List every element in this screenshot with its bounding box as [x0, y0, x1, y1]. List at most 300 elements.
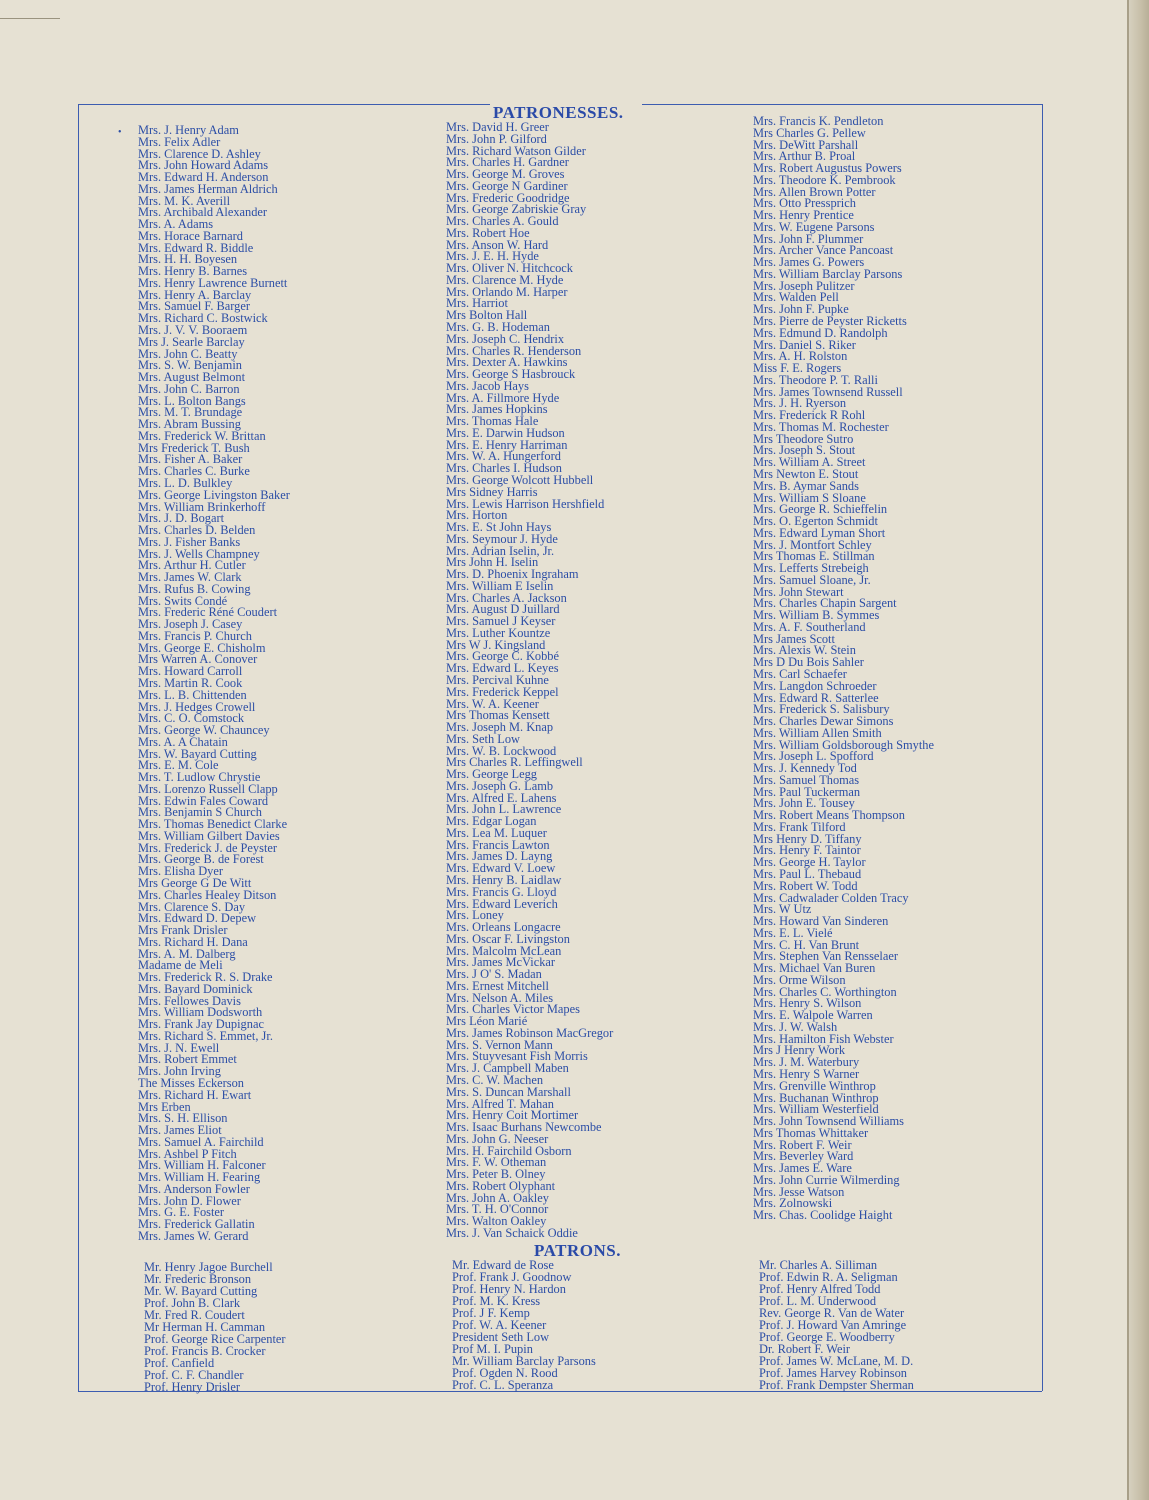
name-entry: Mrs. J. Kennedy Tod	[753, 761, 857, 776]
name-entry: Mrs. Stephen Van Rensselaer	[753, 949, 898, 964]
name-entry: Mrs. H. Fairchild Osborn	[446, 1143, 572, 1158]
name-entry: Prof. M. K. Kress	[452, 1294, 541, 1308]
name-entry: Mrs. Paul L. Thebaud	[753, 867, 862, 881]
name-entry: Mr. Henry Jagoe Burchell	[144, 1260, 273, 1274]
name-entry: Mrs. M. K. Averill	[138, 193, 231, 208]
name-entry: President Seth Low	[452, 1330, 550, 1344]
name-entry: Mrs. Charles Dewar Simons	[753, 714, 894, 729]
name-entry: Mrs. Langdon Schroeder	[753, 678, 877, 693]
name-entry: Mrs. Richard H. Dana	[138, 934, 248, 949]
name-entry: Mrs. John Irving	[138, 1064, 221, 1079]
name-entry: Mrs. F. W. Otheman	[446, 1155, 547, 1170]
name-entry: Mrs. Orme Wilson	[753, 972, 846, 987]
name-entry: Mrs. David H. Greer	[446, 120, 549, 134]
name-entry: Mrs. W. Eugene Parsons	[753, 219, 875, 234]
name-entry: Mrs. Chas. Coolidge Haight	[753, 1208, 893, 1223]
name-entry: Mrs. George M. Groves	[446, 167, 565, 182]
name-entry: Mrs. Joseph M. Knap	[446, 720, 554, 735]
name-entry: Prof M. I. Pupin	[452, 1342, 533, 1356]
name-entry: Mrs. August Belmont	[138, 370, 246, 385]
name-entry: Mrs. Anderson Fowler	[138, 1181, 250, 1196]
name-entry: Mrs Thomas E. Stillman	[753, 549, 875, 564]
name-entry: Prof. Frank J. Goodnow	[452, 1270, 572, 1284]
name-entry: Mrs. Joseph G. Lamb	[446, 778, 554, 793]
name-entry: Mrs. Arthur B. Proal	[753, 149, 856, 164]
name-entry: Mrs. T. Ludlow Chrystie	[138, 770, 261, 785]
patrons-column-3	[759, 1260, 914, 1392]
name-entry: Mrs. James Townsend Russell	[753, 384, 903, 399]
name-entry: Mrs. William Goldsborough Smythe	[753, 737, 935, 752]
name-entry: Mrs. J. V. V. Booraem	[138, 323, 248, 338]
name-entry: Mrs. J. D. Bogart	[138, 511, 225, 526]
name-entry: Mrs. E. Henry Harriman	[446, 437, 568, 452]
name-entry: Mrs. Orlando M. Harper	[446, 284, 568, 299]
name-entry: Mrs. Horace Barnard	[138, 228, 243, 243]
name-entry: Mrs. G. B. Hodeman	[446, 320, 550, 335]
name-entry: Mrs. William Westerfield	[753, 1102, 879, 1117]
patrons-column-1	[144, 1262, 286, 1394]
name-entry: Mrs. Harriot	[446, 296, 508, 311]
name-entry: Mrs. Joseph L. Spofford	[753, 749, 874, 764]
name-entry: Prof. James W. McLane, M. D.	[759, 1354, 914, 1368]
name-entry: Mrs. James D. Layng	[446, 849, 553, 864]
name-entry: Mrs Léon Marié	[446, 1014, 528, 1029]
name-entry: Mrs. John F. Pupke	[753, 302, 849, 317]
name-entry: Mrs. George R. Schieffelin	[753, 502, 888, 517]
name-entry: Mrs. Frederic Réné Coudert	[138, 605, 278, 620]
name-entry: Mrs. Robert Hoe	[446, 225, 530, 240]
name-entry: Mrs. W. Bayard Cutting	[138, 746, 257, 761]
name-entry: Mrs. Theodore P. T. Ralli	[753, 372, 878, 387]
name-entry: Mrs. J. Wells Champney	[138, 546, 260, 561]
name-entry: Mrs. Frederick Keppel	[446, 684, 559, 699]
name-entry: Mrs. Thomas Hale	[446, 414, 539, 429]
name-entry: Mrs. George Wolcott Hubbell	[446, 472, 594, 487]
name-entry: Mrs. J. W. Walsh	[753, 1019, 838, 1034]
name-entry: Mrs. John E. Tousey	[753, 796, 855, 811]
name-entry: Mrs. Swits Condé	[138, 593, 228, 608]
name-entry: Mrs. Hamilton Fish Webster	[753, 1031, 894, 1046]
name-entry: Mrs. J O' S. Madan	[446, 967, 542, 982]
name-entry: Mrs. Edmund D. Randolph	[753, 325, 888, 340]
name-entry: Mrs. Charles Healey Ditson	[138, 887, 277, 902]
name-entry: Mrs W J. Kingsland	[446, 637, 546, 652]
name-entry: Mrs. J. Van Schaick Oddie	[446, 1225, 578, 1240]
patrons-heading: PATRONS.	[534, 1241, 621, 1260]
name-entry: Mrs. Ernest Mitchell	[446, 978, 549, 993]
name-entry: Prof. W. A. Keener	[452, 1318, 547, 1332]
name-entry: Mrs. Henry S. Wilson	[753, 996, 862, 1011]
name-entry: Mrs. James W. Gerard	[138, 1228, 249, 1243]
name-entry: Mrs. Peter B. Olney	[446, 1167, 546, 1182]
name-entry: Mrs. John Howard Adams	[138, 158, 269, 173]
name-entry: Mrs. William Dodsworth	[138, 1005, 263, 1020]
name-entry: Mrs. J. Campbell Maben	[446, 1061, 569, 1076]
name-entry: Mrs. Thomas Benedict Clarke	[138, 817, 288, 832]
name-entry: Mrs. Nelson A. Miles	[446, 990, 554, 1005]
name-entry: Mrs John H. Iselin	[446, 555, 539, 570]
name-entry: Mrs. George W. Chauncey	[138, 723, 270, 738]
name-entry: Mrs. Alfred E. Lahens	[446, 790, 557, 805]
name-entry: Mrs. Francis P. Church	[138, 628, 252, 643]
name-entry: Mrs. Oscar F. Livingston	[446, 931, 570, 946]
name-entry: Mrs. Charles R. Henderson	[446, 343, 582, 358]
name-entry: Mrs. Malcolm McLean	[446, 943, 562, 958]
name-entry: Prof. C. L. Speranza	[452, 1378, 554, 1392]
name-entry: Mrs. Ashbel P Fitch	[138, 1146, 237, 1161]
name-entry: Mrs J Henry Work	[753, 1043, 846, 1058]
name-entry: Mrs J. Searle Barclay	[138, 334, 245, 349]
name-entry: Mrs. Charles H. Gardner	[446, 155, 569, 170]
name-entry: Mrs. L. D. Bulkley	[138, 475, 233, 490]
name-entry: Mrs. Robert F. Weir	[753, 1137, 852, 1152]
name-entry: Mrs. Frederic Goodridge	[446, 190, 570, 205]
top-rule	[0, 18, 60, 19]
name-entry: Mrs. Edgar Logan	[446, 814, 537, 829]
name-entry: Mrs. E. Walpole Warren	[753, 1008, 873, 1023]
name-entry: Mrs. George B. de Forest	[138, 852, 264, 867]
name-entry: Madame de Meli	[138, 958, 223, 973]
name-entry: Mrs. Frederick R. S. Drake	[138, 970, 273, 985]
name-entry: Mrs Erben	[138, 1099, 191, 1114]
name-entry: Mrs. Edward D. Depew	[138, 911, 257, 926]
name-entry: Mrs. William Brinkerhoff	[138, 499, 266, 514]
name-entry: Mrs. J. N. Ewell	[138, 1040, 220, 1055]
name-entry: Prof. George Rice Carpenter	[144, 1332, 286, 1346]
name-entry: Mrs. Samuel F. Barger	[138, 299, 251, 314]
name-entry: Mrs. James Eliot	[138, 1123, 222, 1138]
name-entry: Mrs. Archer Vance Pancoast	[753, 243, 894, 258]
name-entry: Mrs. Isaac Burhans Newcombe	[446, 1120, 602, 1135]
name-entry: Mrs. Henry F. Taintor	[753, 843, 861, 858]
name-entry: Prof. Edwin R. A. Seligman	[759, 1270, 898, 1284]
name-entry: Mrs. G. E. Foster	[138, 1205, 225, 1220]
name-entry: Mrs. Fisher A. Baker	[138, 452, 243, 467]
name-entry: Mrs Sidney Harris	[446, 484, 538, 499]
name-entry: Mrs. Henry B. Laidlaw	[446, 873, 562, 887]
name-entry: Mrs. Charles Chapin Sargent	[753, 596, 897, 611]
name-entry: Mrs. Edward R. Biddle	[138, 240, 254, 255]
name-entry: Mrs. T. H. O'Connor	[446, 1202, 549, 1217]
name-entry: Mrs. Joseph C. Hendrix	[446, 331, 565, 346]
frame-top-rule-right	[642, 104, 1042, 105]
name-entry: Mrs. W Utz	[753, 902, 812, 917]
name-entry: Mrs. H. H. Boyesen	[138, 252, 238, 267]
name-entry: Prof. C. F. Chandler	[144, 1368, 244, 1382]
name-entry: Mrs. Henry A. Barclay	[138, 287, 252, 302]
name-entry: Mrs. B. Aymar Sands	[753, 478, 859, 493]
name-entry: Mrs. Martin R. Cook	[138, 675, 243, 690]
name-entry: Mr. William Barclay Parsons	[452, 1354, 596, 1368]
name-entry: Mrs. Frederick S. Salisbury	[753, 702, 890, 717]
patronesses-column-3	[753, 116, 934, 1222]
name-entry: Mrs. William S Sloane	[753, 490, 866, 505]
name-entry: Mrs. Seth Low	[446, 731, 520, 746]
patronesses-column-1	[138, 125, 290, 1243]
name-entry: Mrs. Robert Means Thompson	[753, 808, 905, 823]
name-entry: Miss F. E. Rogers	[753, 361, 842, 376]
name-entry: Mrs. A. H. Rolston	[753, 349, 848, 364]
name-entry: Mrs. John A. Oakley	[446, 1190, 549, 1205]
name-entry: Mrs. Frank Tilford	[753, 819, 846, 834]
name-entry: Mrs James Scott	[753, 631, 835, 646]
name-entry: Mrs. W. A. Keener	[446, 696, 539, 711]
name-entry: Mr. Fred R. Coudert	[144, 1308, 245, 1322]
name-entry: Prof. Frank Dempster Sherman	[759, 1378, 914, 1392]
patronesses-heading: PATRONESSES.	[493, 103, 624, 122]
name-entry: Mrs Thomas Whittaker	[753, 1125, 869, 1140]
name-entry: Mrs. Elisha Dyer	[138, 864, 223, 879]
name-entry: Mrs. Jacob Hays	[446, 378, 529, 393]
frame-top-rule-left	[78, 104, 490, 105]
name-entry: Mrs. Howard Van Sinderen	[753, 914, 889, 929]
name-entry: Mrs. John L. Lawrence	[446, 802, 562, 817]
name-entry: Mrs. Fellowes Davis	[138, 993, 241, 1008]
name-entry: Mrs. Lewis Harrison Hershfield	[446, 496, 605, 511]
name-entry: Mrs. Samuel Sloane, Jr.	[753, 572, 871, 587]
name-entry: Mrs. A. A Chatain	[138, 734, 228, 749]
name-entry: Mrs. George Livingston Baker	[138, 487, 290, 502]
name-entry: Mrs. Charles I. Hudson	[446, 461, 562, 476]
name-entry: Mrs. Richard Watson Gilder	[446, 143, 586, 158]
name-entry: Mrs. William Gilbert Davies	[138, 828, 280, 843]
name-entry: Mrs. John Currie Wilmerding	[753, 1172, 900, 1187]
patrons-column-2	[452, 1260, 596, 1392]
name-entry: Mrs. Paul Tuckerman	[753, 784, 861, 799]
name-entry: Mrs. Howard Carroll	[138, 664, 243, 679]
name-entry: Mrs Frederick T. Bush	[138, 440, 250, 455]
name-entry: Mrs. Carl Schaefer	[753, 666, 847, 681]
name-entry: Mrs. Joseph S. Stout	[753, 443, 856, 458]
name-entry: Mrs. Charles Victor Mapes	[446, 1002, 580, 1017]
name-entry: Mrs. L. Bolton Bangs	[138, 393, 246, 408]
name-entry: Mrs. John Townsend Williams	[753, 1114, 904, 1129]
name-entry: Mrs. Charles A. Gould	[446, 214, 559, 229]
name-entry: Mrs. James E. Ware	[753, 1161, 852, 1176]
name-entry: Mrs. William Barclay Parsons	[753, 266, 903, 281]
name-entry: Mrs. S. Vernon Mann	[446, 1037, 553, 1052]
name-entry: Mrs. Rufus B. Cowing	[138, 581, 251, 596]
name-entry: Dr. Robert F. Weir	[759, 1342, 851, 1356]
name-entry: Mrs. Francis Lawton	[446, 837, 550, 852]
name-entry: Mrs. Abram Bussing	[138, 417, 241, 432]
name-entry: Mrs Frank Drisler	[138, 923, 228, 938]
name-entry: Mrs. Theodore K. Pembrook	[753, 172, 896, 187]
name-entry: Prof. Henry N. Hardon	[452, 1282, 566, 1296]
name-entry: Mrs. Samuel A. Fairchild	[138, 1134, 264, 1149]
name-entry: Mrs. S. H. Ellison	[138, 1111, 228, 1126]
name-entry: Mrs. O. Egerton Schmidt	[753, 514, 878, 529]
name-entry: The Misses Eckerson	[138, 1076, 244, 1091]
name-entry: Mrs. Richard C. Bostwick	[138, 311, 268, 326]
name-entry: Mrs. S. Duncan Marshall	[446, 1084, 571, 1099]
name-entry: Mrs. John D. Flower	[138, 1193, 241, 1208]
name-entry: Prof. J. Howard Van Amringe	[759, 1318, 907, 1332]
name-entry: Rev. George R. Van de Water	[759, 1306, 905, 1320]
name-entry: Mrs. Frederick W. Brittan	[138, 428, 266, 443]
bullet-mark: •	[118, 127, 122, 138]
name-entry: Mrs. Otto Pressprich	[753, 196, 856, 211]
name-entry: Mrs. Richard S. Emmet, Jr.	[138, 1028, 273, 1043]
name-entry: Mrs. Edward H. Anderson	[138, 170, 269, 185]
frame-left-rule	[78, 104, 79, 1391]
name-entry: Mrs. James W. Clark	[138, 570, 242, 585]
name-entry: Mrs. Lefferts Strebeigh	[753, 561, 869, 576]
name-entry: Mrs Bolton Hall	[446, 308, 528, 323]
name-entry: Mrs. W. A. Hungerford	[446, 449, 561, 464]
name-entry: Mrs. Stuyvesant Fish Morris	[446, 1049, 588, 1064]
name-entry: Mrs. George C. Kobbé	[446, 649, 559, 664]
name-entry: Mrs. Lorenzo Russell Clapp	[138, 781, 278, 796]
name-entry: Mrs. Jesse Watson	[753, 1184, 845, 1199]
name-entry: Mrs. Benjamin S Church	[138, 805, 262, 820]
name-entry: Mr. Edward de Rose	[452, 1258, 554, 1272]
name-entry: Mrs. Robert Augustus Powers	[753, 161, 902, 176]
name-entry: Mrs Thomas Kensett	[446, 708, 550, 723]
name-entry: Mrs. George H. Taylor	[753, 855, 866, 870]
name-entry: Mrs. Thomas M. Rochester	[753, 419, 889, 434]
name-entry: Mrs. C. W. Machen	[446, 1073, 544, 1088]
name-entry: Mrs Charles R. Leffingwell	[446, 755, 583, 770]
name-entry: Mrs. Seymour J. Hyde	[446, 531, 558, 546]
name-entry: Mrs. D. Phoenix Ingraham	[446, 567, 579, 582]
name-entry: Mrs. George Zabriskie Gray	[446, 202, 587, 217]
name-entry: Mrs. Orleans Longacre	[446, 920, 561, 935]
frame-right-rule	[1042, 104, 1043, 1391]
name-entry: Mrs. Henry Prentice	[753, 208, 854, 223]
name-entry: Mrs. E. L. Vielé	[753, 925, 833, 940]
name-entry: Mrs. Arthur H. Cutler	[138, 558, 246, 573]
name-entry: Mrs. August D Juillard	[446, 602, 560, 617]
name-entry: Mrs. Frank Jay Dupignac	[138, 1017, 264, 1032]
name-entry: Mrs Theodore Sutro	[753, 431, 854, 446]
name-entry: Mrs. George N Gardiner	[446, 178, 568, 193]
name-entry: Mrs. S. W. Benjamin	[138, 358, 242, 373]
name-entry: Mrs. Francis G. Lloyd	[446, 884, 557, 899]
name-entry: Mrs. Walton Oakley	[446, 1214, 547, 1229]
name-entry: Mr. Charles A. Silliman	[759, 1258, 878, 1272]
name-entry: Mrs Newton E. Stout	[753, 466, 859, 481]
name-entry: Mrs. Alexis W. Stein	[753, 643, 856, 658]
name-entry: Mrs. Robert W. Todd	[753, 878, 858, 893]
name-entry: Mrs. Henry Coit Mortimer	[446, 1108, 579, 1123]
name-entry: Mrs. Archibald Alexander	[138, 205, 268, 220]
name-entry: Mrs. Robert Emmet	[138, 1052, 237, 1067]
name-entry: Mrs. J. E. H. Hyde	[446, 249, 539, 264]
name-entry: Mrs. George Legg	[446, 767, 537, 782]
name-entry: Mrs. Robert Olyphant	[446, 1178, 556, 1193]
name-entry: Mrs. J. Hedges Crowell	[138, 699, 256, 714]
name-entry: Mrs. William H. Falconer	[138, 1158, 266, 1173]
name-entry: Mrs. Horton	[446, 508, 508, 523]
name-entry: Mrs. John P. Gilford	[446, 131, 547, 146]
name-entry: Mrs. Henry B. Barnes	[138, 264, 248, 279]
name-entry: Mrs. E. Darwin Hudson	[446, 425, 565, 440]
name-entry: Mrs. Frederick Gallatin	[138, 1217, 255, 1232]
name-entry: Mrs. Walden Pell	[753, 290, 839, 305]
name-entry: Mrs. Clarence D. Ashley	[138, 146, 261, 161]
name-entry: Mrs. Percival Kuhne	[446, 672, 549, 687]
name-entry: Mrs. Luther Kountze	[446, 625, 551, 640]
name-entry: Mrs. John Stewart	[753, 584, 844, 599]
name-entry: Mrs Henry D. Tiffany	[753, 831, 862, 846]
name-entry: Mrs. A. F. Southerland	[753, 619, 866, 634]
page-edge	[1127, 0, 1149, 1500]
name-entry: Mrs. Charles A. Jackson	[446, 590, 567, 605]
name-entry: Mrs. Charles C. Worthington	[753, 984, 897, 999]
name-entry: Mrs. A. Adams	[138, 217, 214, 232]
name-entry: Mrs. Clarence S. Day	[138, 899, 246, 914]
name-entry: Mrs. John F. Plummer	[753, 231, 864, 246]
name-entry: Mrs. Richard H. Ewart	[138, 1087, 252, 1102]
name-entry: Prof. Henry Drisler	[144, 1380, 241, 1394]
name-entry: Mrs. Henry Lawrence Burnett	[138, 275, 288, 290]
name-entry: Mrs. Charles D. Belden	[138, 523, 256, 538]
name-entry: Prof. Henry Alfred Todd	[759, 1282, 881, 1296]
name-entry: Mrs. George E. Chisholm	[138, 640, 266, 655]
name-entry: Prof. Canfield	[144, 1356, 215, 1370]
name-entry: Mrs. Beverley Ward	[753, 1149, 854, 1164]
name-entry: Mrs. E. St John Hays	[446, 520, 552, 535]
name-entry: Mrs. E. M. Cole	[138, 758, 219, 773]
name-entry: Mr. W. Bayard Cutting	[144, 1284, 258, 1298]
name-entry: Mrs. Daniel S. Riker	[753, 337, 856, 352]
name-entry: Prof. J F. Kemp	[452, 1306, 530, 1320]
name-entry: Mr Herman H. Camman	[144, 1320, 266, 1334]
name-entry: Mrs. Joseph Pulitzer	[753, 278, 855, 293]
name-entry: Mrs. Henry S Warner	[753, 1067, 860, 1082]
page-fold-line	[1127, 0, 1129, 1500]
name-entry: Mrs. A. M. Dalberg	[138, 946, 236, 961]
name-entry: Mrs. Oliver N. Hitchcock	[446, 261, 573, 276]
name-entry: Mrs. Samuel J Keyser	[446, 614, 556, 629]
name-entry: Mrs. Buchanan Winthrop	[753, 1090, 879, 1105]
name-entry: Mrs. DeWitt Parshall	[753, 137, 859, 152]
name-entry: Mrs. J. Fisher Banks	[138, 534, 241, 549]
name-entry: Mrs. George S Hasbrouck	[446, 367, 576, 382]
name-entry: Prof. L. M. Underwood	[759, 1294, 877, 1308]
name-entry: Mrs. Clarence M. Hyde	[446, 272, 564, 287]
name-entry: Mrs. Adrian Iselin, Jr.	[446, 543, 555, 558]
name-entry: Mr. Frederic Bronson	[144, 1272, 252, 1286]
name-entry: Mrs. William A. Street	[753, 455, 866, 470]
name-entry: Mrs. Edward L. Keyes	[446, 661, 559, 676]
name-entry: Mrs. James McVickar	[446, 955, 556, 970]
name-entry: Mrs. Felix Adler	[138, 134, 221, 149]
name-entry: Mrs. Cadwalader Colden Tracy	[753, 890, 909, 905]
name-entry: Mrs. John C. Beatty	[138, 346, 238, 361]
name-entry: Mrs. Michael Van Buren	[753, 961, 876, 976]
name-entry: Mrs. James Hopkins	[446, 402, 548, 417]
name-entry: Mrs. James Robinson MacGregor	[446, 1025, 614, 1040]
name-entry: Mrs. Bayard Dominick	[138, 981, 253, 996]
name-entry: Mrs. C. H. Van Brunt	[753, 937, 860, 952]
name-entry: Mrs. Alfred T. Mahan	[446, 1096, 554, 1111]
name-entry: Mrs. John G. Neeser	[446, 1131, 549, 1146]
name-entry: Mrs. Frederick R Rohl	[753, 408, 866, 423]
name-entry: Mrs. Charles C. Burke	[138, 464, 250, 479]
name-entry: Mrs D Du Bois Sahler	[753, 655, 864, 670]
name-entry: Mrs. Grenville Winthrop	[753, 1078, 876, 1093]
name-entry: Mrs. Pierre de Peyster Ricketts	[753, 314, 907, 329]
name-entry: Mrs. William E Iselin	[446, 578, 554, 593]
name-entry: Mrs. James Herman Aldrich	[138, 181, 278, 196]
name-entry: Mrs. L. B. Chittenden	[138, 687, 247, 702]
name-entry: Mrs. Edwin Fales Coward	[138, 793, 269, 808]
name-entry: Mrs. A. Fillmore Hyde	[446, 390, 560, 405]
name-entry: Mrs. William B. Symmes	[753, 608, 880, 623]
name-entry: Mrs. J. Montfort Schley	[753, 537, 872, 552]
